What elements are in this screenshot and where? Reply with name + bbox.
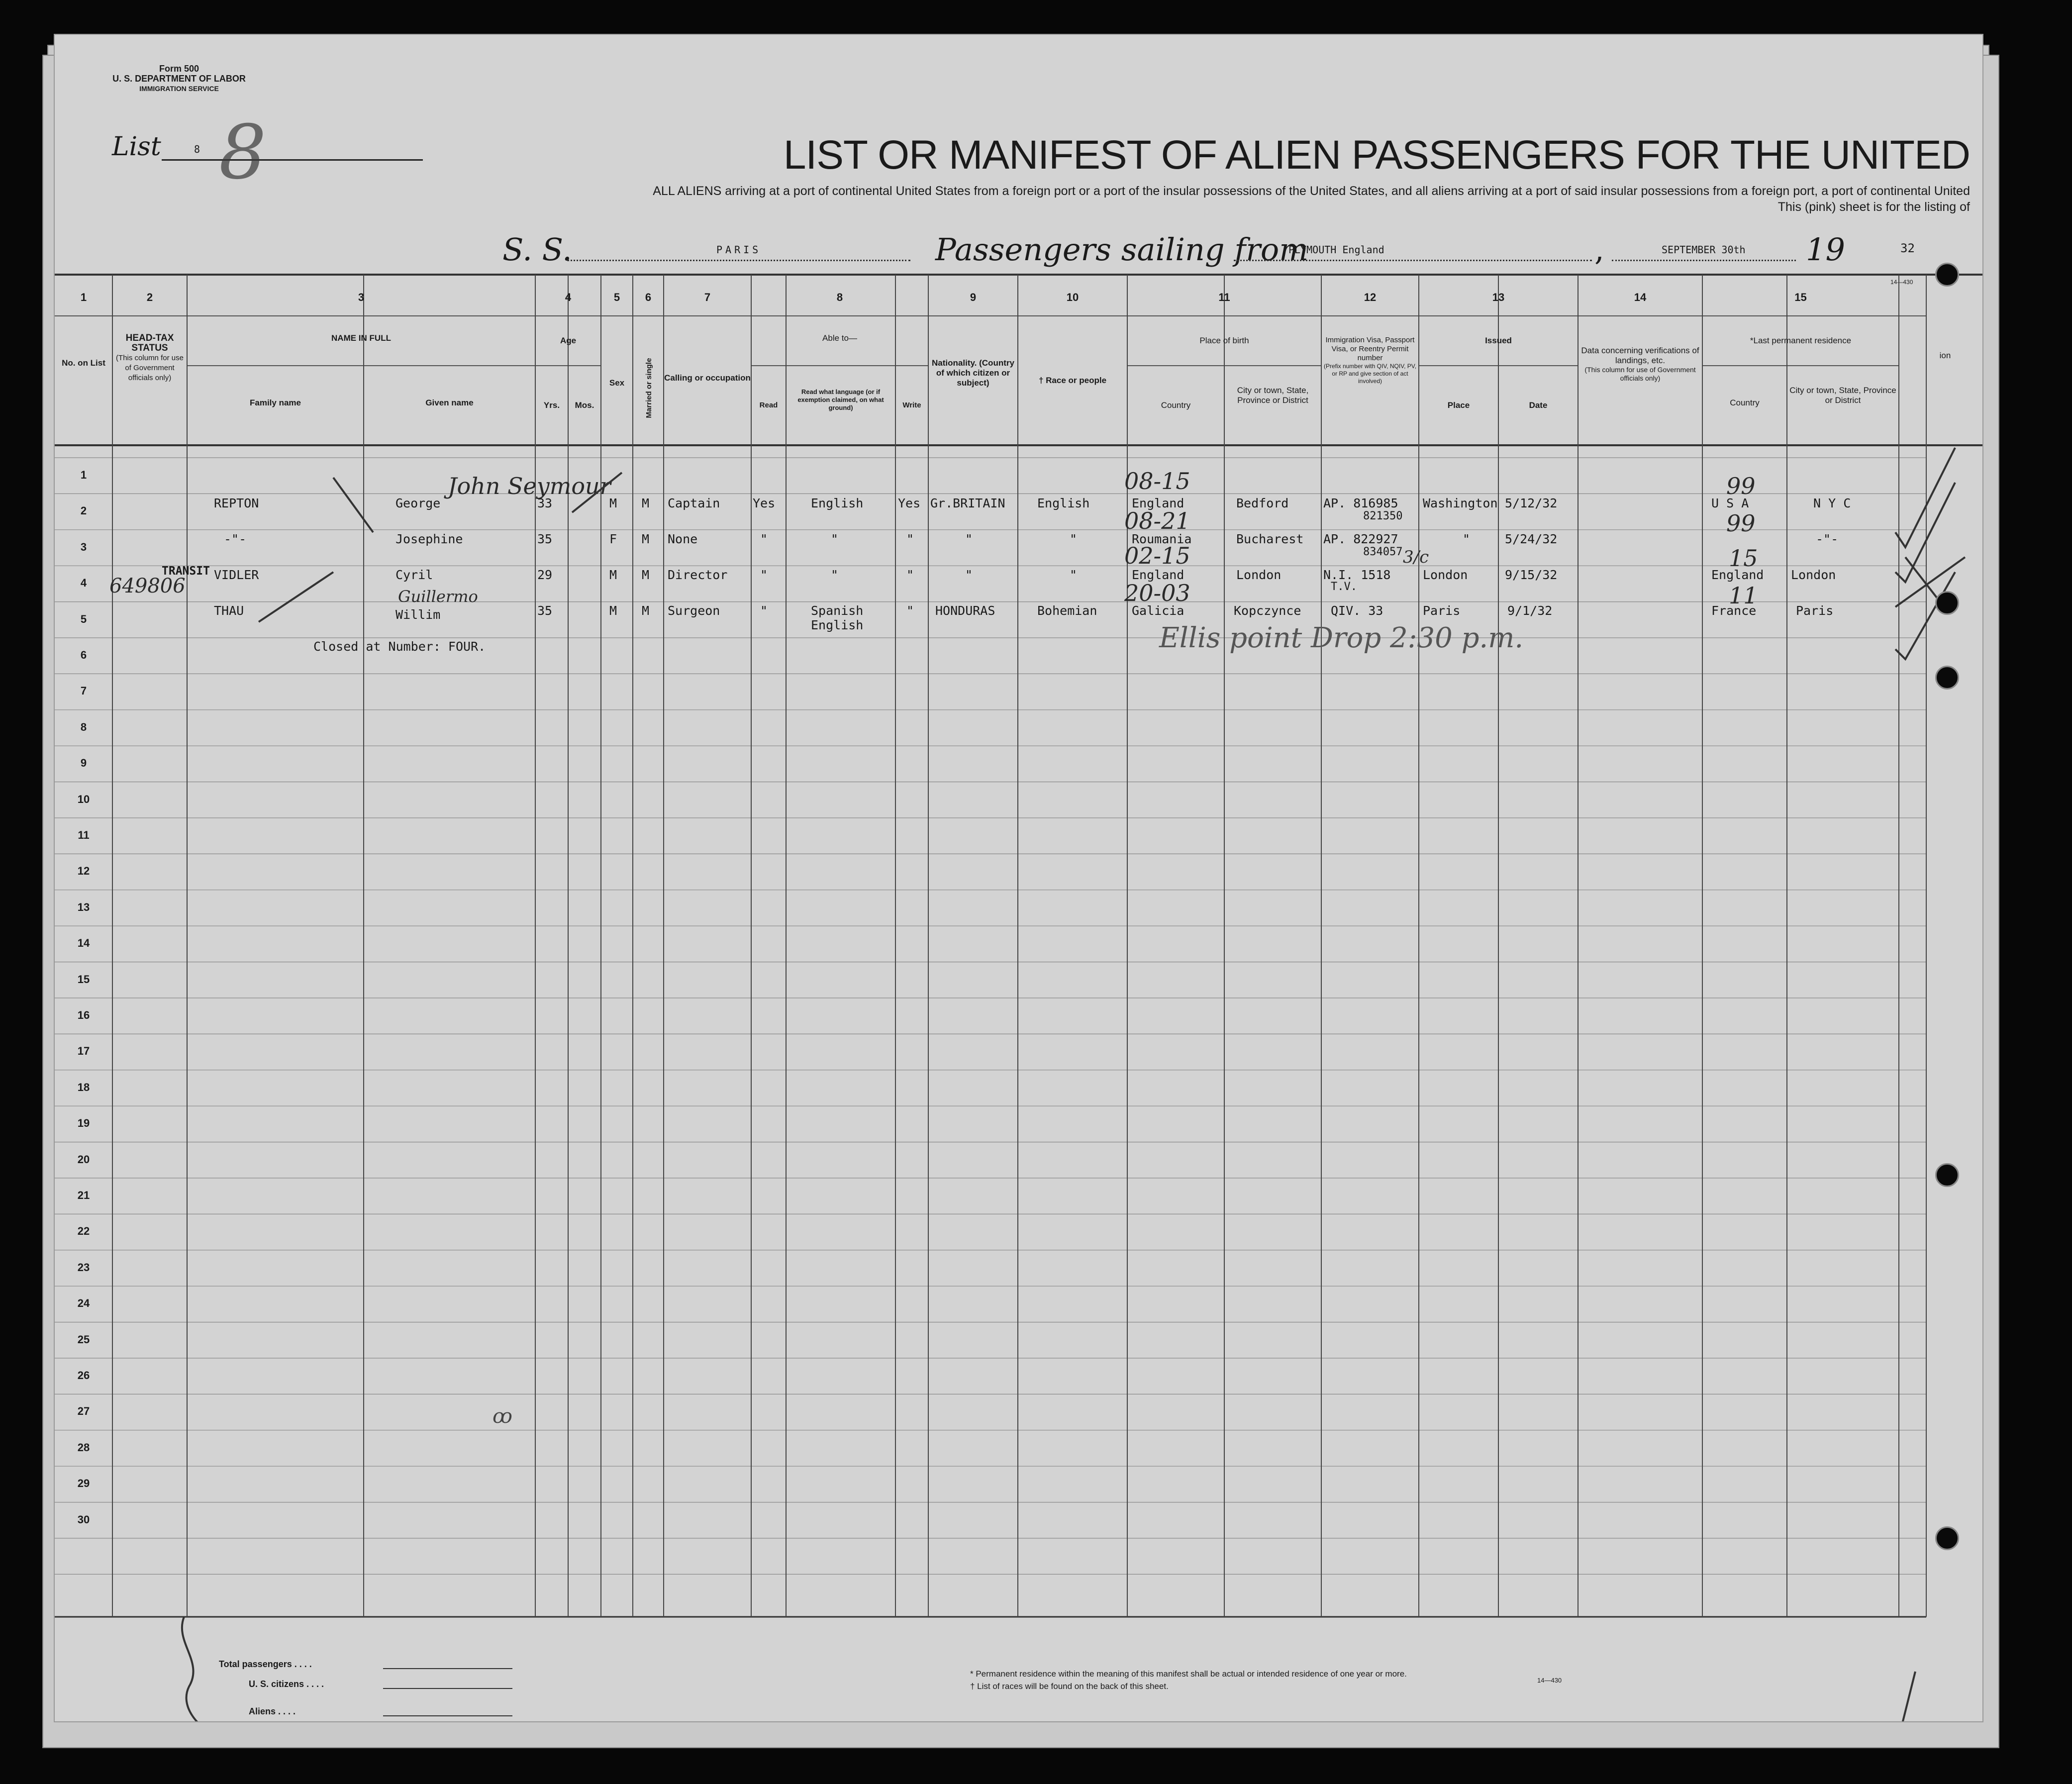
- row1-birth-country: England: [1132, 496, 1184, 510]
- col-num-6: 6: [645, 291, 652, 303]
- ship-name: PARIS: [716, 244, 762, 256]
- row-number: 24: [77, 1297, 90, 1310]
- head-visa-label: Immigration Visa, Passport Visa, or Reentry Permit number: [1325, 336, 1415, 362]
- row-number: 16: [77, 1009, 90, 1021]
- col-num-5: 5: [613, 291, 620, 303]
- col-num-9: 9: [970, 291, 977, 303]
- row4-sex: M: [609, 603, 617, 618]
- check-mark: [1895, 448, 1955, 547]
- head-issued-place: Place: [1447, 400, 1470, 410]
- col-num-2: 2: [146, 291, 153, 303]
- list-label: List: [112, 132, 161, 162]
- head-birth-city: City or town, State, Province or District: [1237, 386, 1309, 405]
- ss-label: S. S.: [502, 231, 572, 268]
- service: IMMIGRATION SERVICE: [139, 85, 219, 93]
- head-yrs: Yrs.: [543, 400, 560, 410]
- footer-aliens: Aliens . . . .: [249, 1706, 296, 1716]
- head-verifications-note: (This column for use of Government officials only): [1584, 366, 1696, 382]
- row-number: 2: [80, 504, 87, 517]
- citizens-line: [383, 1688, 512, 1689]
- row1-given: George: [395, 496, 441, 510]
- row4-hand-code: 20-03: [1124, 580, 1190, 606]
- row3-family: VIDLER: [214, 568, 259, 582]
- head-verifications-label: Data concerning verifications of landings, etc.: [1581, 346, 1699, 365]
- col-num-4: 4: [565, 291, 572, 303]
- head-res-country: Country: [1730, 398, 1760, 407]
- row-number: 13: [77, 900, 90, 913]
- row-number: 20: [77, 1153, 90, 1166]
- row2-issued-date: 5/24/32: [1505, 532, 1558, 546]
- row3-visa: N.I. 1518: [1323, 568, 1391, 582]
- row3-res-city: London: [1791, 568, 1836, 582]
- row3-visa2: T.V.: [1331, 581, 1357, 593]
- total-line: [383, 1668, 512, 1669]
- col-num-7: 7: [704, 291, 711, 303]
- stray-mark: ꝏ: [493, 1405, 512, 1428]
- row4-birth-city: Kopczynce: [1234, 603, 1301, 618]
- page-title: LIST OR MANIFEST OF ALIEN PASSENGERS FOR THE UNITED: [783, 132, 1970, 178]
- row-number: 9: [80, 757, 87, 770]
- row3-ms: M: [642, 568, 650, 582]
- row-number: 5: [80, 612, 87, 625]
- head-name-in-full: NAME IN FULL: [331, 333, 391, 343]
- row-number: 19: [77, 1117, 90, 1130]
- departure-date: SEPTEMBER 30th: [1662, 244, 1746, 256]
- row4-res-country: France: [1711, 603, 1757, 618]
- row3-language: ": [831, 568, 839, 582]
- aliens-line: [383, 1715, 512, 1716]
- head-family-name: Family name: [250, 398, 301, 407]
- row-number: 22: [77, 1225, 90, 1238]
- head-read: Read: [759, 401, 778, 409]
- row-number: 21: [77, 1189, 90, 1201]
- row2-given: Josephine: [395, 532, 463, 546]
- form-code: 14—430: [1890, 279, 1913, 286]
- department: U. S. DEPARTMENT OF LABOR: [112, 74, 246, 84]
- row-number: 6: [80, 649, 87, 661]
- row-number: 15: [77, 973, 90, 986]
- row1-res-hand: 99: [1726, 473, 1756, 499]
- row3-write: ": [906, 568, 914, 582]
- row2-birth-city: Bucharest: [1236, 532, 1304, 546]
- row2-birth-country: Roumania: [1132, 532, 1192, 546]
- head-tax-note: (This column for use of Government officials only): [116, 354, 184, 382]
- footer-total-passengers: Total passengers . . . .: [219, 1659, 312, 1669]
- row-number: 18: [77, 1081, 90, 1093]
- year-prefix: 19: [1806, 231, 1845, 268]
- row-number: 28: [77, 1441, 90, 1454]
- departure-port: PLYMOUTH England: [1288, 244, 1384, 256]
- row3-birth-city: London: [1236, 568, 1282, 582]
- head-visa-note: (Prefix number with QIV, NQIV, PV, or RP and give section of act involved): [1323, 363, 1417, 385]
- head-birth-country: Country: [1161, 400, 1191, 410]
- row4-occupation: Surgeon: [668, 603, 720, 618]
- row2-write: ": [906, 532, 914, 546]
- row1-read: Yes: [753, 496, 776, 510]
- footer-note-residence: * Permanent residence within the meaning of this manifest shall be actual or intended residence of one year or more.: [970, 1669, 1407, 1679]
- head-read-language: Read what language (or if exemption claimed, on what ground): [797, 388, 884, 411]
- binder-hole: [1935, 1163, 1959, 1187]
- row-number: 7: [80, 685, 87, 697]
- footer-note-races: † List of races will be found on the back of this sheet.: [970, 1682, 1169, 1691]
- row2-sex: F: [609, 532, 617, 546]
- row3-nationality: ": [965, 568, 973, 582]
- footer-us-citizens: U. S. citizens . . . .: [249, 1679, 324, 1689]
- row4-given-hand: Guillermo: [398, 587, 478, 606]
- row1-issued-date: 5/12/32: [1505, 496, 1558, 510]
- comma: ,: [1594, 231, 1604, 268]
- row4-ms: M: [642, 603, 650, 618]
- row2-issued-place: ": [1463, 532, 1471, 546]
- row3-read: ": [760, 568, 768, 582]
- handwritten-marks: [55, 35, 1982, 1721]
- manifest-sheet: [55, 35, 1982, 1721]
- row1-issued-place: Washington: [1423, 496, 1498, 510]
- slash-mark: [1900, 1672, 1915, 1721]
- head-col16-fragment: ion: [1939, 351, 1951, 360]
- col-num-11: 11: [1218, 291, 1230, 303]
- row1-res-city: N Y C: [1813, 496, 1851, 510]
- row1-visa: AP. 816985: [1323, 496, 1398, 510]
- footer-code: 14—430: [1537, 1677, 1562, 1684]
- form-number: Form 500: [159, 64, 199, 74]
- row3-race: ": [1070, 568, 1078, 582]
- row3-hand-code: 02-15: [1124, 542, 1190, 569]
- row3-birth-country: England: [1132, 568, 1184, 582]
- row3-res-hand: 15: [1729, 545, 1758, 572]
- row4-language2: English: [811, 618, 864, 632]
- year-suffix: 32: [1900, 241, 1915, 255]
- row-number: 25: [77, 1333, 90, 1346]
- head-issued-date: Date: [1529, 400, 1548, 410]
- row2-visa2: 834057: [1363, 546, 1403, 558]
- head-age: Age: [560, 336, 577, 345]
- row4-issued-date: 9/1/32: [1507, 603, 1553, 618]
- row2-race: ": [1070, 532, 1078, 546]
- row4-res-hand: 11: [1729, 582, 1758, 609]
- row4-nationality: HONDURAS: [935, 603, 995, 618]
- list-number-handwritten: 8: [219, 109, 267, 196]
- row3-sex: M: [609, 568, 617, 582]
- row4-birth-country: Galicia: [1132, 603, 1184, 618]
- row-number: 29: [77, 1477, 90, 1490]
- row1-ms: M: [642, 496, 650, 510]
- row4-res-city: Paris: [1796, 603, 1834, 618]
- subtitle-line-2: This (pink) sheet is for the listing of: [1777, 200, 1970, 214]
- row1-res-country: U S A: [1711, 496, 1749, 510]
- col-num-13: 13: [1492, 291, 1505, 303]
- head-no-on-list: No. on List: [62, 358, 105, 368]
- row-number: 4: [80, 577, 87, 590]
- row4-visa: QIV. 33: [1331, 603, 1383, 618]
- row1-sex: M: [609, 496, 617, 510]
- row3-occupation: Director: [668, 568, 728, 582]
- row3-headtax-hand: 649806: [109, 575, 186, 597]
- row1-nationality: Gr.BRITAIN: [930, 496, 1005, 510]
- slash-mark: [259, 572, 333, 622]
- col-num-12: 12: [1364, 291, 1377, 303]
- row-number: 26: [77, 1369, 90, 1382]
- row-number: 14: [77, 937, 90, 950]
- row4-language: Spanish: [811, 603, 864, 618]
- closed-note: Closed at Number: FOUR.: [313, 639, 486, 654]
- row2-occupation: None: [668, 532, 698, 546]
- row-number: 17: [77, 1045, 90, 1058]
- row1-birth-city: Bedford: [1236, 496, 1289, 510]
- row-number: 10: [77, 793, 90, 805]
- head-nationality: Nationality. (Country of which citizen or subject): [932, 358, 1014, 388]
- head-sex: Sex: [609, 378, 625, 388]
- head-mos: Mos.: [575, 400, 594, 410]
- head-married: Married or single: [645, 358, 653, 418]
- binder-hole: [1935, 591, 1959, 615]
- row3-headtax: TRANSIT: [162, 565, 210, 578]
- row4-given: Willim: [395, 607, 441, 622]
- slash-mark: [572, 473, 622, 512]
- binder-hole: [1935, 263, 1959, 287]
- row-number: 1: [80, 469, 87, 481]
- head-res-city: City or town, State, Province or District: [1789, 386, 1896, 405]
- row2-family: -"-: [224, 532, 247, 546]
- row2-res-hand: 99: [1726, 510, 1756, 537]
- head-last-residence: *Last permanent residence: [1750, 336, 1852, 345]
- head-able-to: Able to—: [822, 333, 857, 343]
- head-given-name: Given name: [425, 398, 474, 407]
- row1-language: English: [811, 496, 864, 510]
- row-number: 11: [78, 829, 90, 841]
- row-number: 30: [77, 1513, 90, 1526]
- row1-age: 33: [537, 496, 553, 510]
- row2-read: ": [760, 532, 768, 546]
- col-num-3: 3: [358, 291, 365, 303]
- col-num-1: 1: [80, 291, 87, 303]
- col-num-8: 8: [836, 291, 843, 303]
- row2-language: ": [831, 532, 839, 546]
- row1-write: Yes: [898, 496, 921, 510]
- row2-ms: M: [642, 532, 650, 546]
- row3-res-country: England: [1711, 568, 1764, 582]
- sailing-label: Passengers sailing from: [935, 231, 1308, 268]
- binder-hole: [1935, 666, 1959, 690]
- row4-race: Bohemian: [1037, 603, 1097, 618]
- row4-family: THAU: [214, 603, 244, 618]
- row1-occupation: Captain: [668, 496, 720, 510]
- slash-mark: [333, 478, 373, 532]
- row-number: 27: [77, 1405, 90, 1418]
- head-place-of-birth: Place of birth: [1199, 336, 1249, 345]
- row4-issued-place: Paris: [1423, 603, 1461, 618]
- row1-family: REPTON: [214, 496, 259, 510]
- row2-age: 35: [537, 532, 553, 546]
- row2-hand-code: 08-21: [1124, 507, 1190, 534]
- row1-given-hand: John Seymour: [448, 473, 611, 499]
- row1-hand-code: 08-15: [1124, 468, 1190, 495]
- row-number: 8: [80, 720, 87, 733]
- head-tax-label: HEAD-TAX STATUS: [125, 333, 174, 353]
- row2-visa: AP. 822927: [1323, 532, 1398, 546]
- row4-read: ": [760, 603, 768, 618]
- row3-issued-place: London: [1423, 568, 1468, 582]
- head-race: † Race or people: [1038, 376, 1107, 385]
- col-num-15: 15: [1794, 291, 1807, 303]
- row2-nationality: ": [965, 532, 973, 546]
- row2-res-city: -"-: [1816, 532, 1839, 546]
- row3-age: 29: [537, 568, 553, 582]
- head-occupation: Calling or occupation: [664, 373, 751, 383]
- binder-hole: [1935, 1526, 1959, 1550]
- head-write: Write: [902, 401, 921, 409]
- row3-issued-date: 9/15/32: [1505, 568, 1558, 582]
- row-number: 23: [77, 1261, 90, 1274]
- row-number: 12: [77, 865, 90, 878]
- row1-race: English: [1037, 496, 1090, 510]
- row3-given: Cyril: [395, 568, 433, 582]
- row3-visa-fraction: 3/c: [1403, 547, 1429, 567]
- head-issued: Issued: [1485, 336, 1512, 345]
- row1-visa2: 821350: [1363, 510, 1403, 522]
- row-number: 3: [80, 540, 87, 553]
- handwritten-note: Ellis point Drop 2:30 p.m.: [1159, 622, 1524, 654]
- subtitle-line-1: ALL ALIENS arriving at a port of continental United States from a foreign port or a port of the insular possessions of the United States, and all aliens arriving at a port of said insular possessions from a foreign port, a port of continental United: [653, 184, 1970, 198]
- check-mark: [1895, 483, 1955, 582]
- row4-write: ": [906, 603, 914, 618]
- bracket-mark: [182, 1617, 209, 1721]
- row4-age: 35: [537, 603, 553, 618]
- col-num-10: 10: [1066, 291, 1079, 303]
- list-number: 8: [194, 143, 200, 155]
- col-num-14: 14: [1634, 291, 1647, 303]
